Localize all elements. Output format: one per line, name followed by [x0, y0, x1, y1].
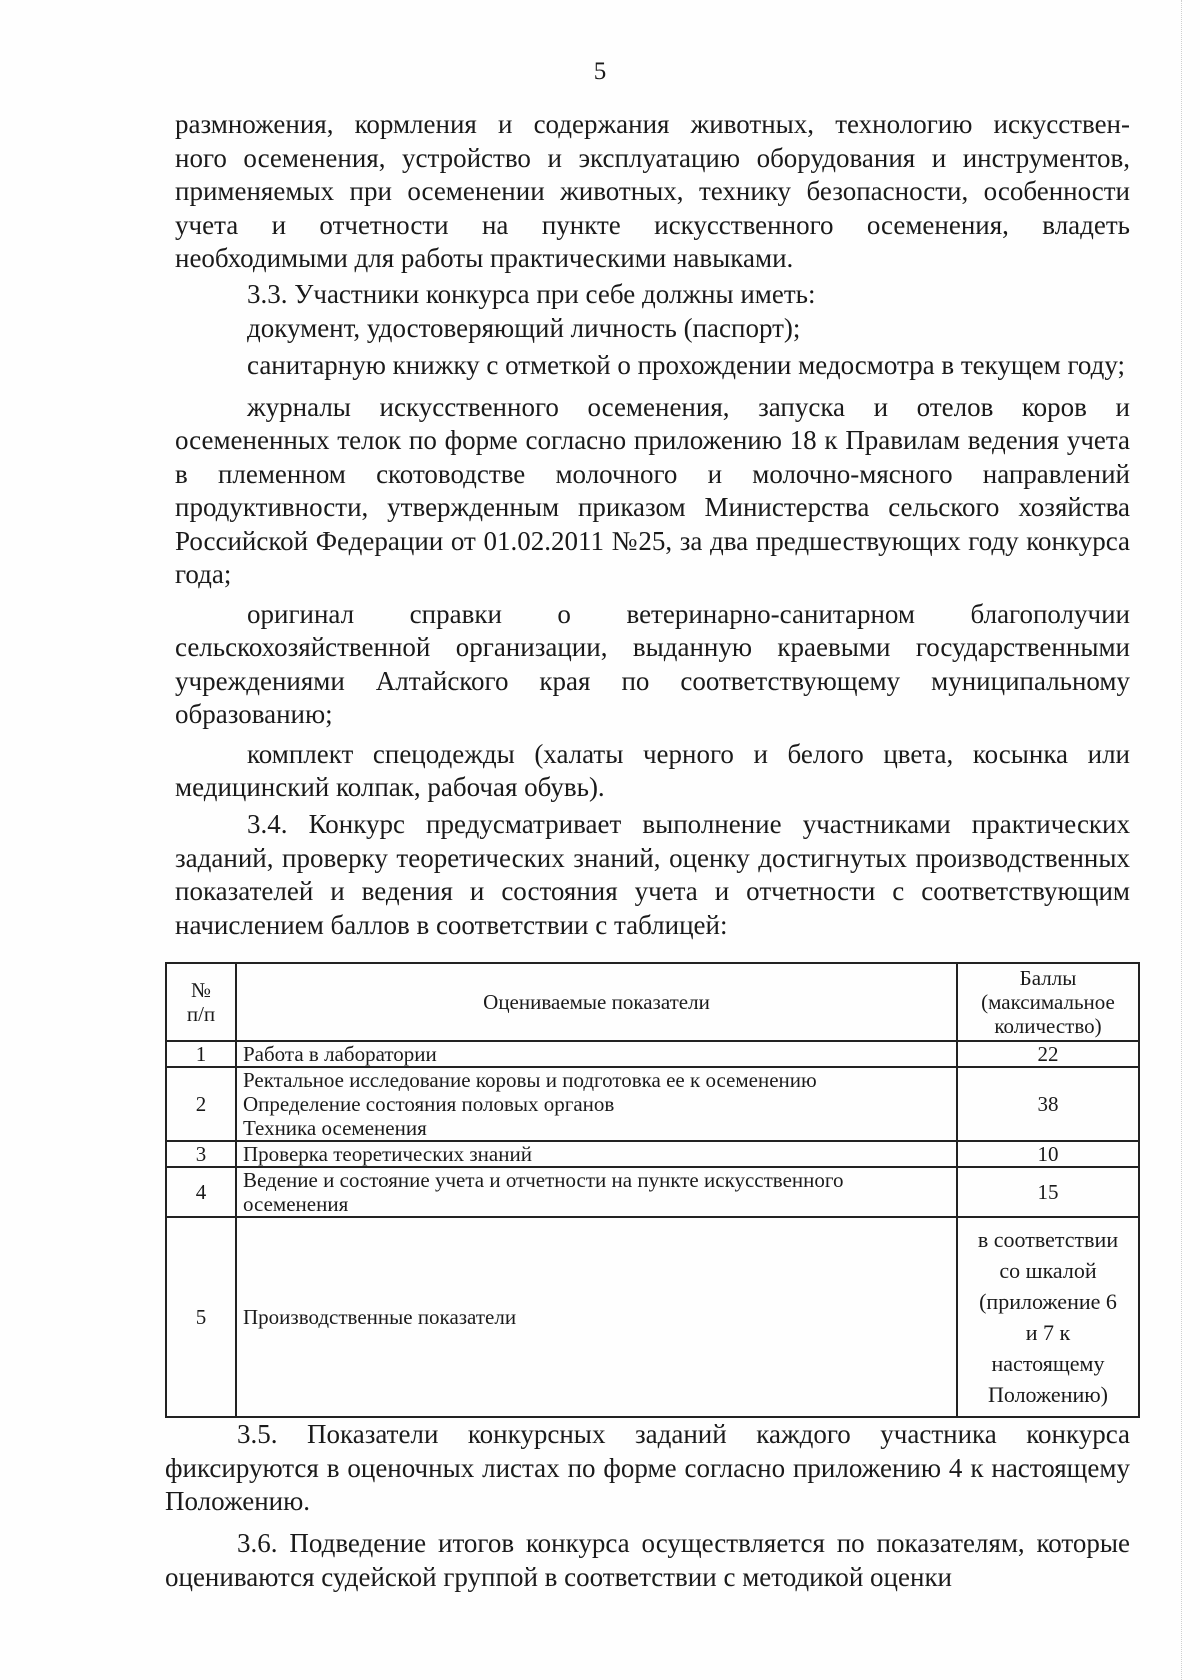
row-indicator: Проверка теоретических знаний	[236, 1141, 957, 1167]
row-points-line: со шкалой	[999, 1258, 1097, 1283]
row-points-line: (приложение 6	[979, 1289, 1117, 1314]
scan-edge-line	[1180, 0, 1182, 1680]
row-indicator	[236, 1067, 957, 1141]
text-line: необходимыми для работы практическими навыками.	[175, 243, 794, 273]
row-number: 2	[166, 1067, 236, 1141]
row-points-line: в соответствии	[977, 1227, 1119, 1252]
page-number: 5	[593, 58, 607, 85]
text-line: размножения, кормления и содержания животных, технологию искусствен-	[175, 109, 1130, 139]
row-number: 3	[166, 1141, 236, 1167]
header-number-line: п/п	[186, 1002, 216, 1026]
text-line: применяемых при осеменении животных, технику безопасности, особенности	[175, 176, 1130, 206]
table-row	[166, 1217, 1139, 1417]
table-row	[166, 1067, 1139, 1141]
header-points-line: количество)	[994, 1014, 1102, 1038]
section-3-5-text: 3.5. Показатели конкурсных заданий каждого участника конкурса фиксируются в оценочных листах по форме согласно приложению 4 к настоящему Положению.	[165, 1419, 1130, 1516]
item-workwear: комплект спецодежды (халаты черного и белого цвета, косынка или медицинский колпак, рабочая обувь).	[175, 738, 1130, 802]
row-indicator-line: Техника осеменения	[243, 1116, 427, 1140]
item-sanitary-book: санитарную книжку с отметкой о прохождении медосмотра в текущем году;	[247, 350, 1125, 380]
header-points	[957, 963, 1139, 1041]
item-certificate: оригинал справки о ветеринарно-санитарном благополучии сельскохозяйственной организации, выданную краевыми государственными учреждениями Алтайского края по соответствующему муниципальному образованию;	[175, 598, 1130, 729]
section-3-5	[165, 1418, 1130, 1519]
header-points-line: (максимальное	[981, 990, 1115, 1014]
row-points: 38	[957, 1067, 1139, 1141]
row-points	[957, 1217, 1139, 1417]
row-indicator-line: Определение состояния половых органов	[243, 1092, 615, 1116]
row-number: 5	[166, 1217, 236, 1417]
row-indicator-line: осеменения	[243, 1192, 349, 1216]
row-indicator-line: Ведение и состояние учета и отчетности на пункте искусственного	[243, 1168, 844, 1192]
text-line: ного осеменения, устройство и эксплуатацию оборудования и инструментов,	[175, 142, 1130, 173]
row-number: 1	[166, 1041, 236, 1067]
row-indicator: Производственные показатели	[236, 1217, 957, 1417]
continuation-paragraph	[175, 108, 1130, 276]
section-3-4-text: 3.4. Конкурс предусматривает выполнение участниками практических заданий, проверку теоретических знаний, оценку достигнутых производственных показателей и ведения и состояния учета и отчетности с соответствующим начислением баллов в соответствии с таблицей:	[175, 809, 1130, 940]
row-indicator	[236, 1167, 957, 1217]
row-points-line: настоящему	[991, 1351, 1105, 1376]
header-indicators: Оцениваемые показатели	[236, 963, 957, 1041]
row-points: 10	[957, 1141, 1139, 1167]
item-journals: журналы искусственного осеменения, запуска и отелов коров и осемененных телок по форме согласно приложению 18 к Правилам ведения учета в племенном скотоводстве молочного и молочно-мясного направлений продуктивности, утвержденным приказом Министерства сельского хозяйства Российской Федерации от 01.02.2011 №25, за два предшествующих году конкурса года;	[175, 391, 1130, 589]
section-3-6	[165, 1527, 1130, 1594]
section-3-3-heading: 3.3. Участники конкурса при себе должны иметь:	[247, 279, 816, 309]
row-points: 22	[957, 1041, 1139, 1067]
row-points-line: и 7 к	[1025, 1320, 1071, 1345]
header-number	[166, 963, 236, 1041]
row-points: 15	[957, 1167, 1139, 1217]
header-points-line: Баллы	[1019, 966, 1077, 990]
row-number: 4	[166, 1167, 236, 1217]
text-line: учета и отчетности на пункте искусственного осеменения, владеть	[175, 209, 1130, 240]
table-row	[166, 1041, 1139, 1067]
row-indicator: Работа в лаборатории	[236, 1041, 957, 1067]
row-points-line: Положению)	[987, 1382, 1108, 1407]
section-3-4	[175, 808, 1130, 942]
table-row	[166, 1167, 1139, 1217]
section-3-3	[175, 278, 1130, 805]
row-indicator-line: Ректальное исследование коровы и подготовка ее к осеменению	[243, 1068, 817, 1092]
header-number-line: №	[190, 978, 212, 1002]
table-header-row	[166, 963, 1139, 1041]
scores-table	[165, 962, 1140, 1418]
section-3-6-text: 3.6. Подведение итогов конкурса осуществляется по показателям, которые оцениваются судейской группой в соответствии с методикой оценки	[165, 1528, 1130, 1592]
table-row	[166, 1141, 1139, 1167]
item-passport: документ, удостоверяющий личность (паспорт);	[247, 312, 801, 343]
